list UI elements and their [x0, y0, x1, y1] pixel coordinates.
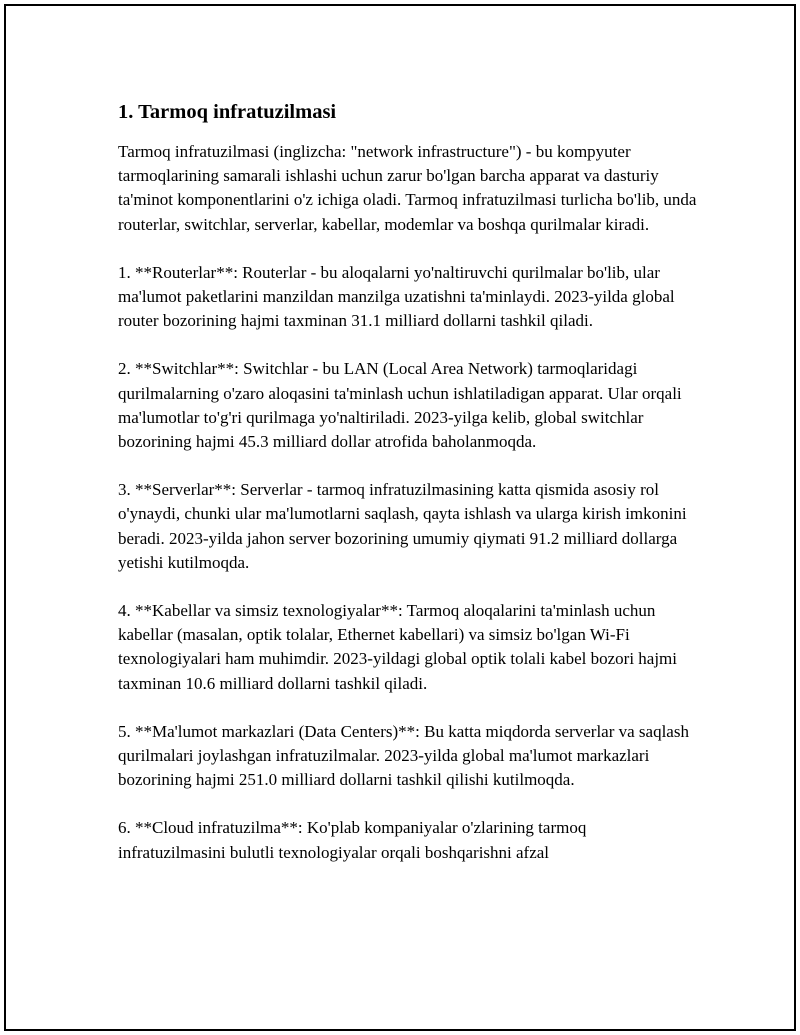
servers-paragraph: 3. **Serverlar**: Serverlar - tarmoq infratuzilmasining katta qismida asosiy rol o'ynaydi, chunki ular ma'lumotlarni saqlash, qayta ishlash va ularga kirish imkonini beradi. 2023-yilda jahon server bozorining umumiy qiymati 91.2 milliard dollarga yetishi kutilmoqda.: [118, 480, 687, 572]
section-heading: 1. Tarmoq infratuzilmasi: [118, 101, 337, 123]
data-centers-paragraph: 5. **Ma'lumot markazlari (Data Centers)**: Bu katta miqdorda serverlar va saqlash qurilmalari joylashgan infratuzilmalar. 2023-yilda global ma'lumot markazlari bozorining hajmi 251.0 milliard dollarni tashkil qilishi kutilmoqda.: [118, 721, 689, 790]
cables-wireless-paragraph: 4. **Kabellar va simsiz texnologiyalar**: Tarmoq aloqalarini ta'minlash uchun kabellar (masalan, optik tolalar, Ethernet kabellari) va simsiz bo'lgan Wi-Fi texnologiyalari ham muhimdir. 2023-yildagi global optik tolali kabel bozori hajmi taxminan 10.6 milliard dollarni tashkil qiladi.: [118, 601, 678, 693]
switches-paragraph: 2. **Switchlar**: Switchlar - bu LAN (Local Area Network) tarmoqlaridagi qurilmalarning o'zaro aloqasini ta'minlash uchun ishlatiladigan apparat. Ular orqali ma'lumotlar to'g'ri qurilmaga yo'naltiriladi. 2023-yilga kelib, global switchlar bozorining hajmi 45.3 milliard dollar atrofida baholanmoqda.: [118, 359, 682, 452]
intro-paragraph: Tarmoq infratuzilmasi (inglizcha: "network infrastructure") - bu kompyuter tarmoqlarining samarali ishlashi uchun zarur bo'lgan barcha apparat va dasturiy ta'minot komponentlarini o'z ichiga oladi. Tarmoq infratuzilmasi turlicha bo'lib, unda routerlar, switchlar, serverlar, kabellar, modemlar va boshqa qurilmalar kiradi.: [118, 142, 697, 234]
cloud-paragraph: 6. **Cloud infratuzilma**: Ko'plab kompaniyalar o'zlarining tarmoq infratuzilmasini bulutli texnologiyalar orqali boshqarishni afzal: [118, 818, 587, 862]
routers-paragraph: 1. **Routerlar**: Routerlar - bu aloqalarni yo'naltiruvchi qurilmalar bo'lib, ular ma'lumot paketlarini manzildan manzilga uzatishni ta'minlaydi. 2023-yilda global router bozorining hajmi taxminan 31.1 milliard dollarni tashkil qiladi.: [118, 262, 675, 331]
page-frame: [4, 4, 796, 1031]
document-body: [118, 98, 698, 889]
